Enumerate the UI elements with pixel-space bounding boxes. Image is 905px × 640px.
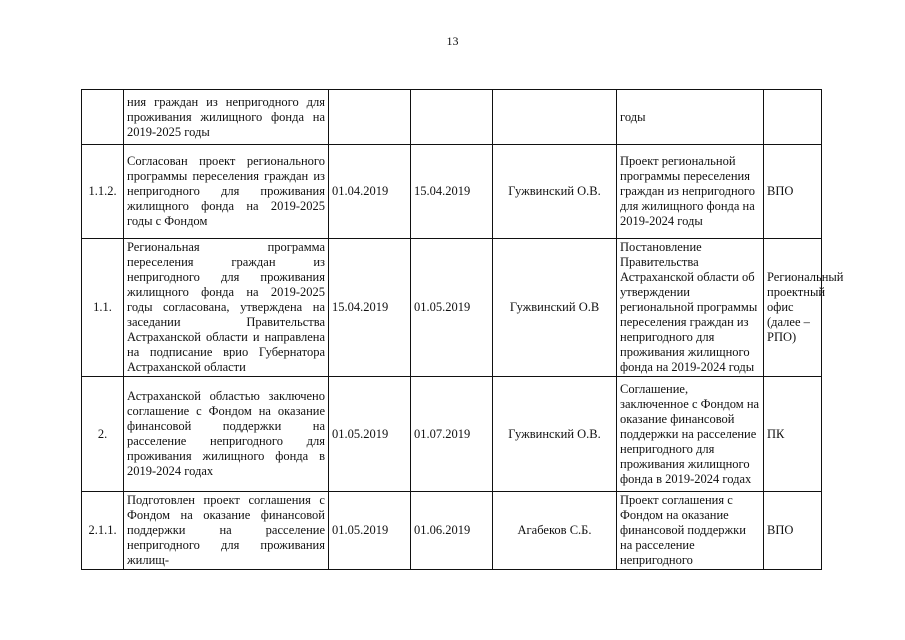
row-document: годы <box>617 90 764 145</box>
row-start-date: 01.05.2019 <box>329 377 411 492</box>
row-responsible: Агабеков С.Б. <box>493 492 617 570</box>
row-document: Проект соглашения с Фондом на оказание финансовой поддержки на расселение непригодного <box>617 492 764 570</box>
page-number: 13 <box>446 34 459 48</box>
row-end-date: 01.07.2019 <box>411 377 493 492</box>
row-responsible <box>493 90 617 145</box>
plan-table <box>81 89 844 570</box>
row-responsible: Гужвинский О.В. <box>493 145 617 239</box>
row-number: 1.1. <box>82 239 124 377</box>
row-end-date: 01.05.2019 <box>411 239 493 377</box>
table-row <box>82 377 822 492</box>
table-row <box>82 492 822 570</box>
row-end-date: 15.04.2019 <box>411 145 493 239</box>
row-document: Соглашение, заключенное с Фондом на оказание финансовой поддержки на расселение непригодного для проживания жилищного фонда в 2019-2024 годах <box>617 377 764 492</box>
row-document: Проект региональной программы переселения граждан из непригодного для жилищного фонда на 2019-2024 годы <box>617 145 764 239</box>
row-description: Астраханской областью заключено соглашение с Фондом на оказание финансовой поддержки на расселение непригодного для проживания жилищного фонда в 2019-2024 годах <box>124 377 329 492</box>
row-description: ния граждан из непригодного для проживания жилищного фонда на 2019-2025 годы <box>124 90 329 145</box>
row-responsible: Гужвинский О.В. <box>493 377 617 492</box>
row-control <box>764 90 822 145</box>
row-document: Постановление Правительства Астраханской области об утверждении региональной программы переселения граждан из непригодного для проживания жилищного фонда на 2019-2024 годы <box>617 239 764 377</box>
row-start-date: 15.04.2019 <box>329 239 411 377</box>
table-row <box>82 239 822 377</box>
row-control: ВПО <box>764 145 822 239</box>
row-control: Региональный проектный офис (далее – РПО) <box>764 239 822 377</box>
table-row <box>82 145 822 239</box>
row-responsible: Гужвинский О.В <box>493 239 617 377</box>
row-start-date: 01.04.2019 <box>329 145 411 239</box>
row-start-date: 01.05.2019 <box>329 492 411 570</box>
row-control: ВПО <box>764 492 822 570</box>
row-description: Согласован проект регионального программы переселения граждан из непригодного для проживания жилищного фонда на 2019-2025 годы с Фондом <box>124 145 329 239</box>
row-description: Подготовлен проект соглашения с Фондом на оказание финансовой поддержки на расселение непригодного для проживания жилищ- <box>124 492 329 570</box>
table-row <box>82 90 822 145</box>
row-number: 1.1.2. <box>82 145 124 239</box>
row-number: 2.1.1. <box>82 492 124 570</box>
row-number <box>82 90 124 145</box>
row-description: Региональная программа переселения граждан из непригодного для проживания жилищного фонда на 2019-2025 годы согласована, утверждена на заседании Правительства Астраханской области и направлена на подписание врио Губернатора Астраханской области <box>124 239 329 377</box>
row-control: ПК <box>764 377 822 492</box>
row-start-date <box>329 90 411 145</box>
row-end-date <box>411 90 493 145</box>
row-number: 2. <box>82 377 124 492</box>
row-end-date: 01.06.2019 <box>411 492 493 570</box>
